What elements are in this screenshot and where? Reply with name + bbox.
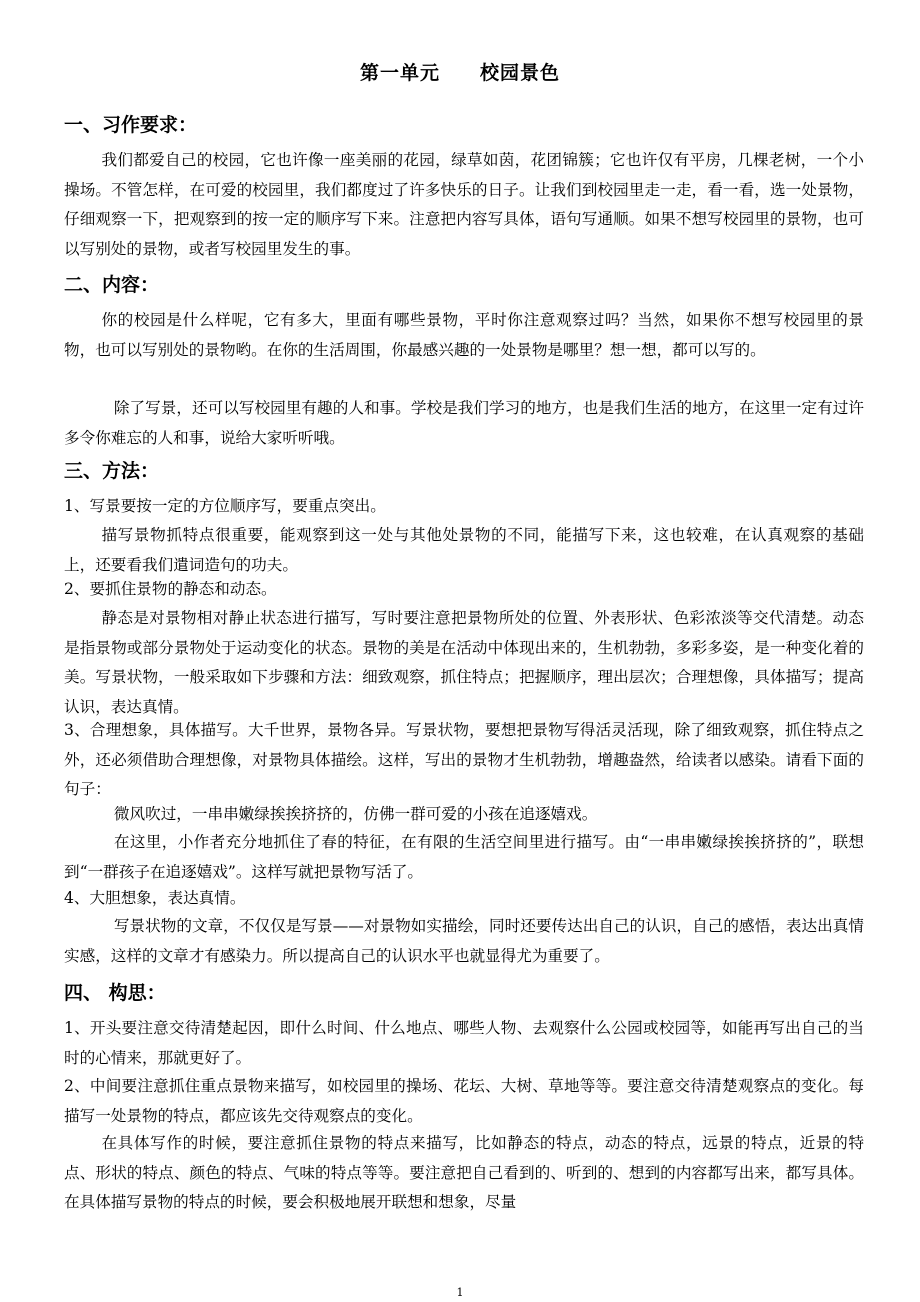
heading-content: 二、内容： <box>64 274 160 296</box>
method-item-2-paragraph: 静态是对景物相对静止状态进行描写，写时要注意把景物所处的位置、外表形状、色彩浓淡等交代清楚。动态是指景物或部分景物处于运动变化的状态。景物的美是在活动中体现出来的，生机勃勃，多彩多姿，是一种变化着的美。写景状物，一般采取如下步骤和方法：细致观察，抓住特点；把握顺序，理出层次；合理想像，具体描写；提高认识，表达真情。 <box>64 609 864 716</box>
page-title <box>0 58 920 85</box>
unit-label: 第一单元 <box>359 62 440 84</box>
method-item-4: 4、大胆想象，表达真情。 <box>64 889 246 907</box>
heading-conception: 四、 构思： <box>64 982 166 1004</box>
conception-item-1: 1、开头要注意交待清楚起因，即什么时间、什么地点、哪些人物、去观察什么公园或校园等，如能再写出自己的当时的心情来，那就更好了。 <box>64 1019 864 1067</box>
conception-item-2: 2、中间要注意抓住重点景物来描写，如校园里的操场、花坛、大树、草地等等。要注意交待清楚观察点的变化。每描写一处景物的特点，都应该先交待观察点的变化。 <box>64 1077 864 1125</box>
method-example-note: 在这里，小作者充分地抓住了春的特征，在有限的生活空间里进行描写。由“一串串嫩绿挨挨挤挤的”，联想到“一群孩子在追逐嬉戏”。这样写就把景物写活了。 <box>64 833 864 881</box>
content-paragraph-2: 除了写景，还可以写校园里有趣的人和事。学校是我们学习的地方，也是我们生活的地方，在这里一定有过许多令你难忘的人和事，说给大家听听哦。 <box>64 399 864 447</box>
method-example-sentence: 微风吹过，一串串嫩绿挨挨挤挤的，仿佛一群可爱的小孩在追逐嬉戏。 <box>113 805 598 823</box>
topic-label: 校园景色 <box>480 62 561 84</box>
conception-item-2-paragraph: 在具体写作的时候，要注意抓住景物的特点来描写，比如静态的特点，动态的特点，远景的特点，近景的特点、形状的特点、颜色的特点、气味的特点等等。要注意把自己看到的、听到的、想到的内容都写出来，都写具体。在具体描写景物的特点的时候，要会积极地展开联想和想象，尽量 <box>64 1134 864 1211</box>
method-item-2: 2、要抓住景物的静态和动态。 <box>64 580 277 598</box>
content-paragraph-1: 你的校园是什么样呢，它有多大，里面有哪些景物，平时你注意观察过吗？当然，如果你不想写校园里的景物，也可以写别处的景物哟。在你的生活周围，你最感兴趣的一处景物是哪里？想一想，都可以写的。 <box>64 311 864 359</box>
method-item-1-paragraph: 描写景物抓特点很重要，能观察到这一处与其他处景物的不同，能描写下来，这也较难，在认真观察的基础上，还要看我们遣词造句的功夫。 <box>64 526 864 574</box>
requirements-paragraph: 我们都爱自己的校园，它也许像一座美丽的花园，绿草如茵，花团锦簇；它也许仅有平房，几棵老树，一个小操场。不管怎样，在可爱的校园里，我们都度过了许多快乐的日子。让我们到校园里走一走，看一看，选一处景物，仔细观察一下，把观察到的按一定的顺序写下来。注意把内容写具体，语句写通顺。如果不想写校园里的景物，也可以写别处的景物，或者写校园里发生的事。 <box>64 151 864 258</box>
method-item-3: 3、合理想象，具体描写。大千世界，景物各异。写景状物，要想把景物写得活灵活现，除了细致观察，抓住特点之外，还必须借助合理想像，对景物具体描绘。这样，写出的景物才生机勃勃，增趣盎然，给读者以感染。请看下面的句子： <box>64 721 864 798</box>
method-item-4-paragraph: 写景状物的文章，不仅仅是写景——对景物如实描绘，同时还要传达出自己的认识，自己的感悟，表达出真情实感，这样的文章才有感染力。所以提高自己的认识水平也就显得尤为重要了。 <box>64 917 864 965</box>
method-item-1: 1、写景要按一定的方位顺序写，要重点突出。 <box>64 497 386 515</box>
heading-method: 三、方法： <box>64 460 160 482</box>
page-number: 1 <box>456 1286 464 1299</box>
heading-requirements: 一、习作要求： <box>64 114 198 136</box>
